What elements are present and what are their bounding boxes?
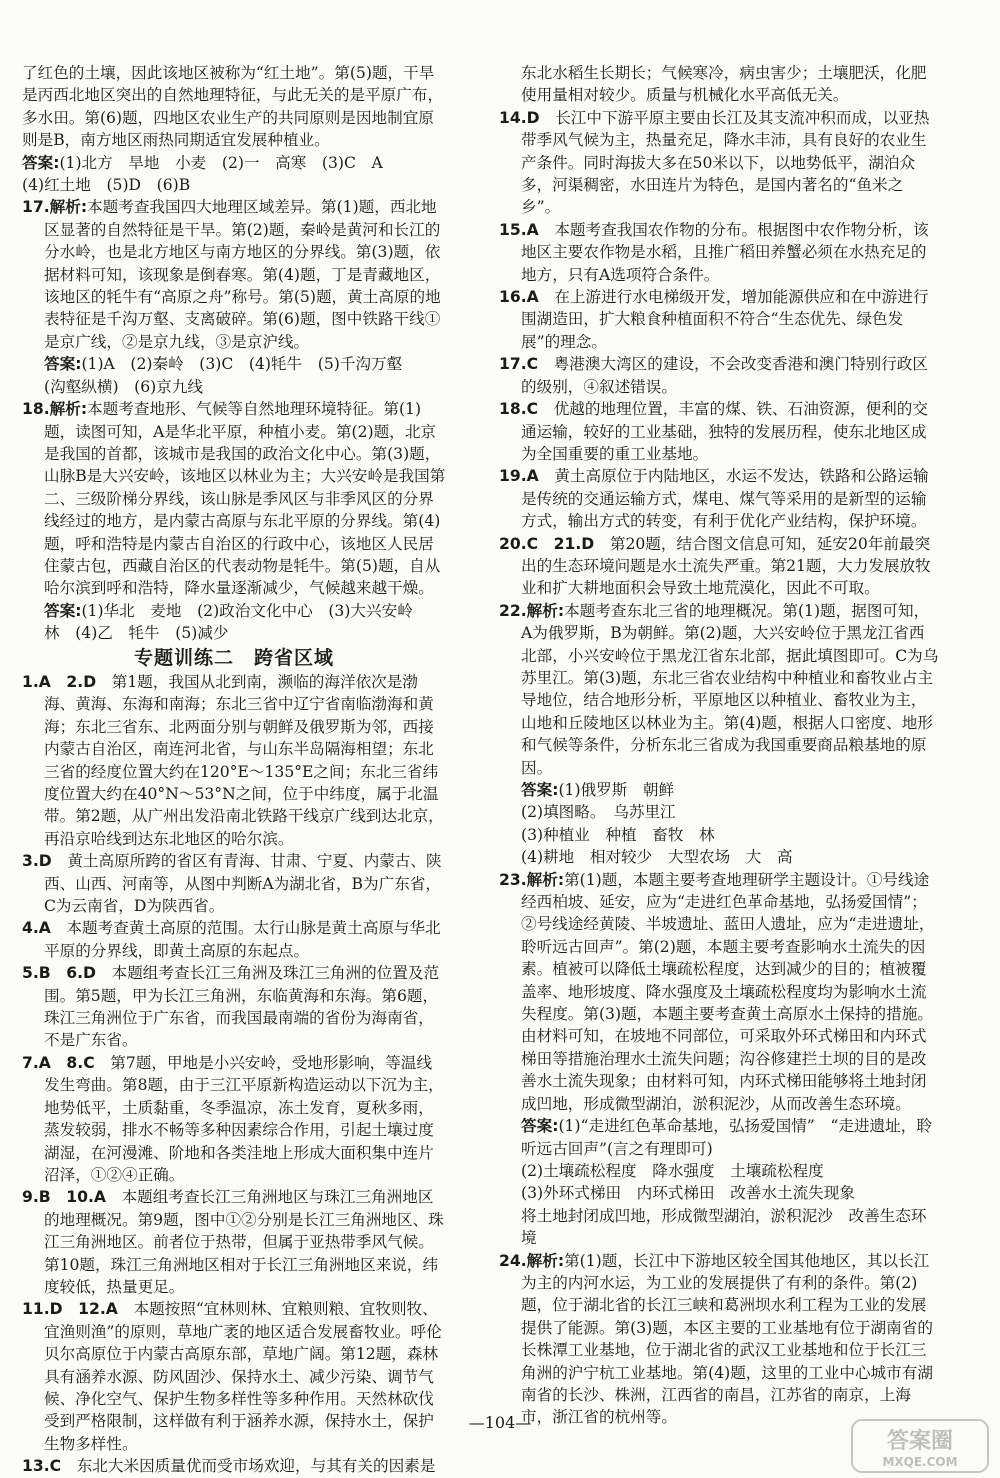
question-item	[499, 533, 939, 600]
item-text: 优越的地理位置，丰富的煤、铁、石油资源，便利的交通运输，较好的工业基础，独特的发展历程，使东北地区成为全国重要的重工业基地。	[521, 400, 928, 463]
question-number: 24.	[499, 1251, 527, 1270]
answer-line: (2)土壤疏松程度 降水强度 土壤疏松程度	[521, 1161, 824, 1180]
question-number: 18.	[22, 400, 50, 419]
question-24	[499, 1250, 939, 1429]
question-number: 18.C	[499, 400, 539, 419]
question-item	[499, 286, 939, 353]
question-number: 14.D	[499, 108, 540, 127]
watermark-icon	[850, 1418, 990, 1474]
answer-line: 将土地封闭成凹地，形成微型湖泊，淤积泥沙 改善生态环境	[521, 1206, 927, 1248]
answer-label: 答案:	[22, 153, 60, 172]
question-number: 20.C 21.D	[499, 534, 595, 553]
question-number: 9.B 10.A	[22, 1188, 106, 1207]
analysis-label: 解析:	[49, 198, 88, 217]
question-number: 13.C	[22, 1457, 62, 1476]
answer-line: (4)红土地 (5)D (6)B	[22, 176, 191, 195]
item-text: 第20题，结合图文信息可知，延安20年前最突出的生态环境问题是水土流失严重。第21题，大力发展放牧业和扩大耕地面积会导致土地荒漠化，因此不可取。	[521, 534, 931, 598]
answer-line	[499, 1115, 939, 1160]
svg-text:MXQE.COM: MXQE.COM	[882, 1455, 958, 1469]
question-item	[499, 219, 939, 286]
question-number: 17.C	[499, 355, 539, 374]
section-title: 专题训练二 跨省区域	[133, 646, 334, 669]
item-text: 黄土高原所跨的省区有青海、甘肃、宁夏、内蒙古、陕西、山西、河南等，从图中判断A为湖北省，B为广东省，C为云南省，D为陕西省。	[44, 852, 442, 916]
answer-line: 林 (4)乙 牦牛 (5)减少	[44, 624, 229, 643]
right-column	[499, 62, 939, 1429]
answer-text: (1)北方 旱地 小麦 (2)一 高寒 (3)C A	[59, 153, 383, 172]
left-column	[22, 62, 446, 1478]
question-number: 15.A	[499, 220, 539, 239]
item-text: 本题考查黄土高原的范围。太行山脉是黄土高原与华北平原的分界线，即黄土高原的东起点。	[44, 919, 441, 960]
item-text: 长江中下游平原主要由长江及其支流冲积而成，以亚热带季风气候为主，热量充足，降水丰沛，具有良好的农业生产条件。同时海拔大多在50米以下，以地势低平，湖泊众多，河渠稠密，水田连片为特色，是国内著名的“鱼米之乡”。	[521, 108, 930, 217]
item-text: 本题按照“宜林则林、宜粮则粮、宜牧则牧、宜渔则渔”的原则，草地广袤的地区适合发展畜牧业。呼伦贝尔高原位于内蒙古高原东部，草地广阔。第12题，森林具有涵养水源、防风固沙、保持水土、减少污染、调节气候、净化空气、保护生物多样性等多种作用。天然林砍伐受到严格限制，这样做有利于涵养水源，保持水土，保护生物多样性。	[44, 1300, 442, 1453]
question-number: 22.	[499, 601, 527, 620]
question-number: 19.A	[499, 467, 539, 486]
question-item	[499, 398, 939, 465]
question-18	[22, 398, 446, 600]
answer-text: (1)俄罗斯 朝鲜	[558, 781, 675, 799]
analysis-text: 第(1)题，本题主要考查地理研学主题设计。①号线途经西柏坡、延安，应为“走进红色革命基地，弘扬爱国情”；②号线途经黄陵、半坡遗址、蓝田人遗址，应为“走进遗址，聆听远古回声”。第(2)题，本题主要考查影响水土流失的因素。植被可以降低土壤疏松程度，达到减少的目的；植被覆盖率、地形坡度、降水强度及土壤疏松程度均为影响水土流失程度。第(3)题，本题主要考查黄土高原水土保持的措施。由材料可知，在坡地不同部位，可采取外环式梯田和内环式梯田等措施治理水土流失问题；沟谷修建拦土坝的目的是改善水土流失现象；由材料可知，内环式梯田能够将土地封闭成凹地，形成微型湖泊，淤积泥沙，从而改善生态环境。	[521, 870, 935, 1113]
answer-label: 答案:	[44, 355, 82, 374]
question-number: 7.A 8.C	[22, 1053, 95, 1072]
question-item	[22, 1052, 446, 1186]
question-item	[22, 917, 446, 962]
answer-text: (1)华北 麦地 (2)政治文化中心 (3)大兴安岭	[81, 601, 413, 620]
question-number: 4.A	[22, 919, 51, 938]
watermark-logo	[850, 1418, 990, 1474]
analysis-label: 解析:	[49, 400, 88, 419]
analysis-text: 本题考查地形、气候等自然地理环境特征。第(1)题，读图可知，A是华北平原，种植小麦。第(2)题，北京是我国的首都，该城市是我国的政治文化中心。第(3)题，山脉B是大兴安岭，该地区以林业为主；大兴安岭是我国第二、三级阶梯分界线，该山脉是季风区与非季风区的分界线经过的地方，是内蒙古高原与东北平原的分界线。第(4)题，呼和浩特是内蒙古自治区的行政中心，该地区人民居住蒙古包，西藏自治区的代表动物是牦牛。第(5)题，自从哈尔滨到呼和浩特，降水量逐渐减少，气候越来越干燥。	[44, 400, 446, 598]
answer-line	[22, 600, 446, 622]
analysis-text: 本题考查我国四大地理区域差异。第(1)题，西北地区显著的自然特征是干旱。第(2)题，秦岭是黄河和长江的分水岭，也是北方地区与南方地区的分界线。第(3)题，依据材料可知，该现象是倒春寒。第(4)题，丁是青藏地区，该地区的牦牛有“高原之舟”称号。第(5)题，黄土高原的地表特征是千沟万壑、支离破碎。第(6)题，图中铁路干线①是京广线，②是京九线，③是京沪线。	[44, 198, 441, 351]
question-item	[22, 1186, 446, 1298]
item-text: 黄土高原位于内陆地区，水运不发达，铁路和公路运输是传统的交通运输方式，煤电、煤气等采用的是新型的运输方式，输出方式的转变，有利于优化产业结构，保护环境。	[521, 467, 929, 531]
answer-line	[499, 779, 939, 801]
item-text: 本题考查我国农作物的分布。根据图中农作物分析，该地区主要农作物是水稻，且推广稻田养蟹必须在水热充足的地方，只有A选项符合条件。	[521, 220, 929, 284]
answer-line: (4)耕地 相对较少 大型农场 大 高	[521, 848, 793, 867]
item-text: 东北大米因质量优而受市场欢迎，与其有关的因素是	[76, 1457, 436, 1476]
item-text: 本题组考查长江三角洲地区与珠江三角洲地区的地理概况。第9题，图中①②分别是长江三角洲地区、珠江三角洲地区。前者位于热带，但属于亚热带季风气候。第10题，珠江三角洲地区相对于长江三角洲地区来说，纬度较低，热量更足。	[44, 1188, 444, 1296]
question-22	[499, 600, 939, 779]
analysis-text: 第(1)题，长江中下游地区较全国其他地区，其以长江为主的内河水运，为工业的发展提供了有利的条件。第(2)题，位于湖北省的长江三峡和葛洲坝水利工程为工业的发展提供了能源。第(3)题，本区主要的工业基地有位于湖南省的长株潭工业基地，位于湖北省的武汉工业基地和位于长江三角洲的沪宁杭工业基地。第(4)题，这里的工业中心城市有湖南省的长沙、株洲，江西省的南昌，江苏省的南京，上海市，浙江省的杭州等。	[521, 1251, 933, 1427]
answer-line	[22, 152, 446, 174]
question-item	[22, 962, 446, 1052]
question-number: 1.A 2.D	[22, 672, 97, 691]
question-item	[499, 107, 939, 219]
question-number: 3.D	[22, 852, 52, 871]
answer-label: 答案:	[44, 601, 82, 620]
item-text: 粤港澳大湾区的建设，不会改变香港和澳门特别行政区的级别，④叙述错误。	[521, 355, 928, 396]
item-text: 在上游进行水电梯级开发，增加能源供应和在中游进行围湖造田，扩大粮食种植面积不符合“生态优先、绿色发展”的理念。	[521, 288, 929, 351]
analysis-label: 解析:	[526, 1251, 565, 1270]
question-number: 5.B 6.D	[22, 964, 96, 983]
question-number: 16.A	[499, 288, 539, 307]
answer-label: 答案:	[521, 781, 559, 799]
question-23	[499, 869, 939, 1115]
analysis-label: 解析:	[526, 870, 565, 889]
answer-label: 答案:	[521, 1117, 559, 1136]
answer-text: (1)A (2)秦岭 (3)C (4)牦牛 (5)千沟万壑	[81, 355, 403, 374]
question-item	[499, 465, 939, 532]
question-item	[22, 1455, 446, 1477]
answer-line: (2)填图略。 乌苏里江	[521, 803, 676, 822]
item-text: 第1题，我国从北到南，濒临的海洋依次是渤海、黄海、东海和南海；东北三省中辽宁省南临渤海和黄海；东北三省东、北两面分别与朝鲜及俄罗斯为邻，西接内蒙古自治区，南连河北省，与山东半岛隔海相望；东北三省的经度位置大约在120°E～135°E之间；东北三省纬度位置大约在40°N～53°N之间，位于中纬度，属于北温带。第2题，从广州出发沿南北铁路干线京广线到达北京，再沿京哈线到达东北地区的哈尔滨。	[44, 672, 444, 848]
svg-text:答案圈: 答案圈	[886, 1429, 954, 1454]
question-item	[22, 850, 446, 917]
analysis-label: 解析:	[526, 601, 565, 620]
page-number: —104—	[468, 1413, 532, 1432]
answer-text: (1)“走进红色革命基地，弘扬爱国情” “走进遗址，聆听远古回声”(言之有理即可)	[521, 1117, 932, 1158]
item-text: 本题组考查长江三角洲及珠江三角洲的位置及范围。第5题，甲为长江三角洲，东临黄海和东海。第6题，珠江三角洲位于广东省，而我国最南端的省份为海南省，不是广东省。	[44, 964, 440, 1050]
answer-line: (沟壑纵横) (6)京九线	[44, 377, 204, 396]
analysis-text: 本题考查东北三省的地理概况。第(1)题，据图可知，A为俄罗斯，B为朝鲜。第(2)题，大兴安岭位于黑龙江省西北部，小兴安岭位于黑龙江省东北部，据此填图即可。C为乌苏里江。第(3)题，东北三省农业结构中种植业和畜牧业占主导地位，结合地形分析，平原地区以种植业、畜牧业为主，山地和丘陵地区以林业为主。第(4)题，根据人口密度、地形和气候等条件，分析东北三省成为我国重要商品粮基地的原因。	[521, 601, 939, 777]
item-text: 第7题，甲地是小兴安岭，受地形影响，等温线发生弯曲。第8题，由于三江平原新构造运动以下沉为主，地势低平，土质黏重，冬季温凉，冻土发育，夏秋多雨，蒸发较弱，排水不畅等多种因素综合作用，引起土壤过度湖湿，在河漫滩、阶地和各类洼地上形成大面积集中连片沼泽，①②④正确。	[44, 1053, 444, 1184]
question-number: 11.D 12.A	[22, 1300, 118, 1319]
answer-line: (3)外环式梯田 内环式梯田 改善水土流失现象	[521, 1184, 855, 1203]
answer-line: (3)种植业 种植 畜牧 林	[521, 825, 715, 844]
question-item	[22, 671, 446, 850]
answer-line	[22, 353, 446, 375]
continued-text: 东北水稻生长期长；气候寒冷，病虫害少；土壤肥沃，化肥使用量相对较少。质量与机械化水平高低无关。	[521, 64, 927, 105]
question-17	[22, 196, 446, 353]
question-number: 17.	[22, 198, 50, 217]
question-number: 23.	[499, 870, 527, 889]
question-item	[499, 353, 939, 398]
paragraph: 了红色的土壤，因此该地区被称为“红土地”。第(5)题，干旱是丙西北地区突出的自然地理特征，与此无关的是平原广布，多水田。第(6)题，四地区农业生产的共同原则是因地制宜原则是B，南方地区雨热同期适宜发展种植业。	[22, 64, 444, 150]
